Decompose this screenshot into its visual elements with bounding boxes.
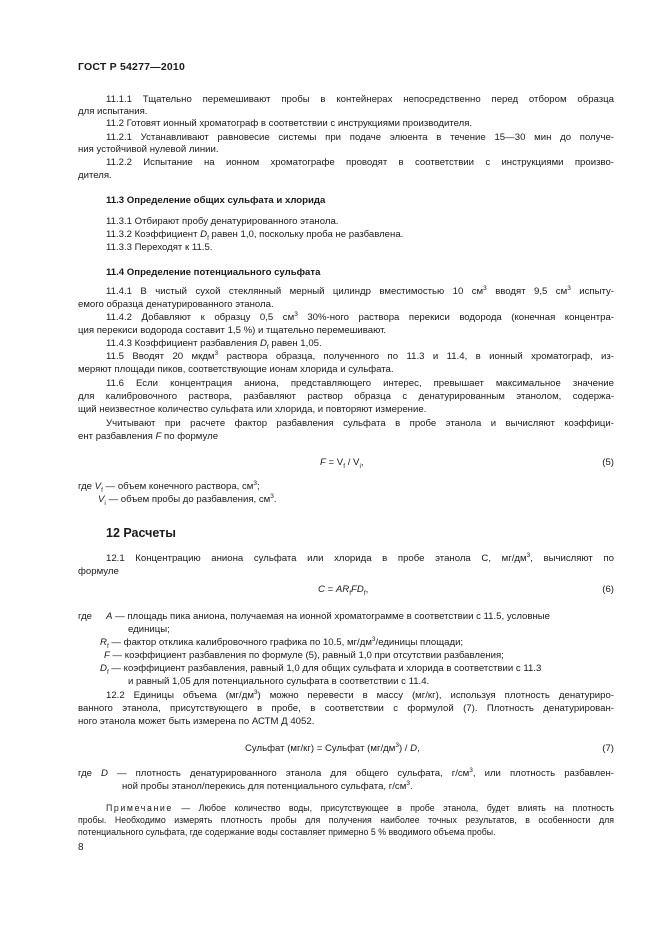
equation-7: Сульфат (мг/кг) = Сульфат $(мг/дм^3)$ / D, [245,741,420,754]
document-header: ГОСТ Р 54277—2010 [78,61,186,73]
para-11-2: 11.2 Готовят ионный хроматограф в соответствии с инструкциями производителя. [106,118,473,129]
para-11-6-line-2: для калибровочного раствора, разбавляют раствор образца с денатурированным этанолом, содержа- [78,391,614,402]
where-6-lead: где [78,611,93,622]
where-7-line-2: ной пробы этанол/перекись для потенциального сульфата, $г/см^3$. [122,779,413,792]
para-12-1-line-1: 12.1 Концентрацию аниона сульфата или хлорида в пробе этанола C, $мг/дм^3$, вычисляют по [106,551,614,564]
para-12-2-line-2: ванного этанола, присутствующего в пробе, в соответствии с формулой (7). Плотность денатурирован- [78,703,614,714]
para-12-1-line-2: формуле [78,566,119,577]
para-11-1-1-line-2: для испытания. [78,106,148,117]
para-11-5-line-1: 11.5 Вводят 20 мкдм$^3$ раствора образца, полученного по 11.3 и 11.4, в ионный хроматограф, из- [106,349,614,362]
para-11-4-1-line-1: 11.4.1 В чистый сухой стеклянный мерный цилиндр вместимостью 10 $см^3$ вводят 9,5 $см^3$ испыту- [106,284,615,297]
where-7-line-1: где D — плотность денатурированного этанола для общего сульфата, $г/см^3$, или плотность разбавлен- [78,766,614,779]
section-11-4-heading: 11.4 Определение потенциального сульфата [106,267,321,278]
para-11-4-2-line-1: 11.4.2 Добавляют к образцу 0,5 $см^3$ 30%-ного раствора перекиси водорода (конечная концентра- [106,310,614,323]
note-line-3: потенциального сульфата, где содержание воды составляет примерно 5 % вводимого объема пробы. [78,827,496,837]
para-11-2-2-line-1: 11.2.2 Испытание на ионном хроматографе проводят в соответствии с инструкциями произво- [106,157,614,168]
para-11-2-2-line-2: дителя. [78,170,112,181]
para-11-6-line-3: щий неизвестное количество сульфата или хлорида, и повторяют измерение. [78,404,427,415]
equation-7-number: (7) [602,743,614,754]
para-11-3-1: 11.3.1 Отбирают пробу денатурированного этанола. [106,216,339,227]
para-11-4-2-line-2: ция перекиси водорода составит 1,5 %) и тщательно перемешивают. [78,325,387,336]
para-11-1-1-line-1: 11.1.1 Тщательно перемешивают пробы в контейнерах непосредственно перед отбором образца [106,94,614,105]
where-6-a-line-2: единицы; [128,624,170,635]
where-6-df-line-1: $D_f$ — коэффициент разбавления, равный 1,0 для общих сульфата и хлорида в соответствии с 11.3 [100,663,542,676]
where-6-a-line-1: A — площадь пика аниона, получаемая на ионной хроматограмме в соответствии с 11.5, условные [106,611,551,622]
where-6-rf: $R_f$ — фактор отклика калибровочного графика по 10.5, $мг/дм^3$/единицы площади; [100,635,464,650]
para-factor-line-2: ент разбавления F по формуле [78,431,219,442]
equation-5-number: (5) [602,457,614,468]
where-6-df-line-2: и равный 1,05 для потенциального сульфата в соответствии с 11.4. [128,676,430,687]
para-12-2-line-1: 12.2 Единицы объема $(мг/дм^3)$ можно перевести в массу (мг/кг), используя плотность денатуриро- [106,688,614,701]
equation-6-number: (6) [602,584,614,595]
para-11-4-3: 11.4.3 Коэффициент разбавления $D_f$ равен 1,05. [106,338,322,351]
section-11-3-heading: 11.3 Определение общих сульфата и хлорида [106,195,326,206]
where-6-f: F — коэффициент разбавления по формуле (5), равный 1,0 при отсутствии разбавления; [104,650,504,661]
equation-5: $F = V_f / V_i$, [320,457,364,470]
where-5-line-2: $V_i$ — объем пробы до разбавления, $см^3$. [98,492,277,507]
where-5-line-1: где $V_f$ — объем конечного раствора, $см^3$; [78,479,260,494]
para-12-2-line-3: ного этанола может быть измерена по АСТМ Д 4052. [78,716,315,727]
para-11-6-line-1: 11.6 Если концентрация аниона, представляющего интерес, превышает максимальное значение [106,378,614,389]
para-factor-line-1: Учитывают при расчете фактор разбавления сульфата в пробе этанола и вычисляют коэффици- [106,418,614,429]
para-11-3-3: 11.3.3 Переходят к 11.5. [106,242,213,253]
para-11-2-1-line-2: ния устойчивой нулевой линии. [78,144,219,155]
note-line-2: пробы. Необходимо измерять плотность пробы для получения наиболее точных результатов, в особенности для [78,815,614,825]
note-line-1: Примечание — Любое количество воды, присутствующее в пробе этанола, будет влиять на плотность [106,803,614,813]
para-11-2-1-line-1: 11.2.1 Устанавливают равновесие системы при подаче элюента в течение 15—30 мин до получе- [106,132,614,143]
para-11-5-line-2: меряют площади пиков, соответствующие ионам хлорида и сульфата. [78,364,394,375]
section-12-heading: 12 Расчеты [106,526,176,540]
para-11-4-1-line-2: емого образца денатурированного этанола. [78,299,274,310]
para-11-3-2: 11.3.2 Коэффициент $D_f$ равен 1,0, поскольку проба не разбавлена. [106,229,404,242]
page-number: 8 [78,842,84,853]
equation-6: $C = AR_fFD_f$, [318,584,369,597]
note-label: Примечание [106,803,173,813]
